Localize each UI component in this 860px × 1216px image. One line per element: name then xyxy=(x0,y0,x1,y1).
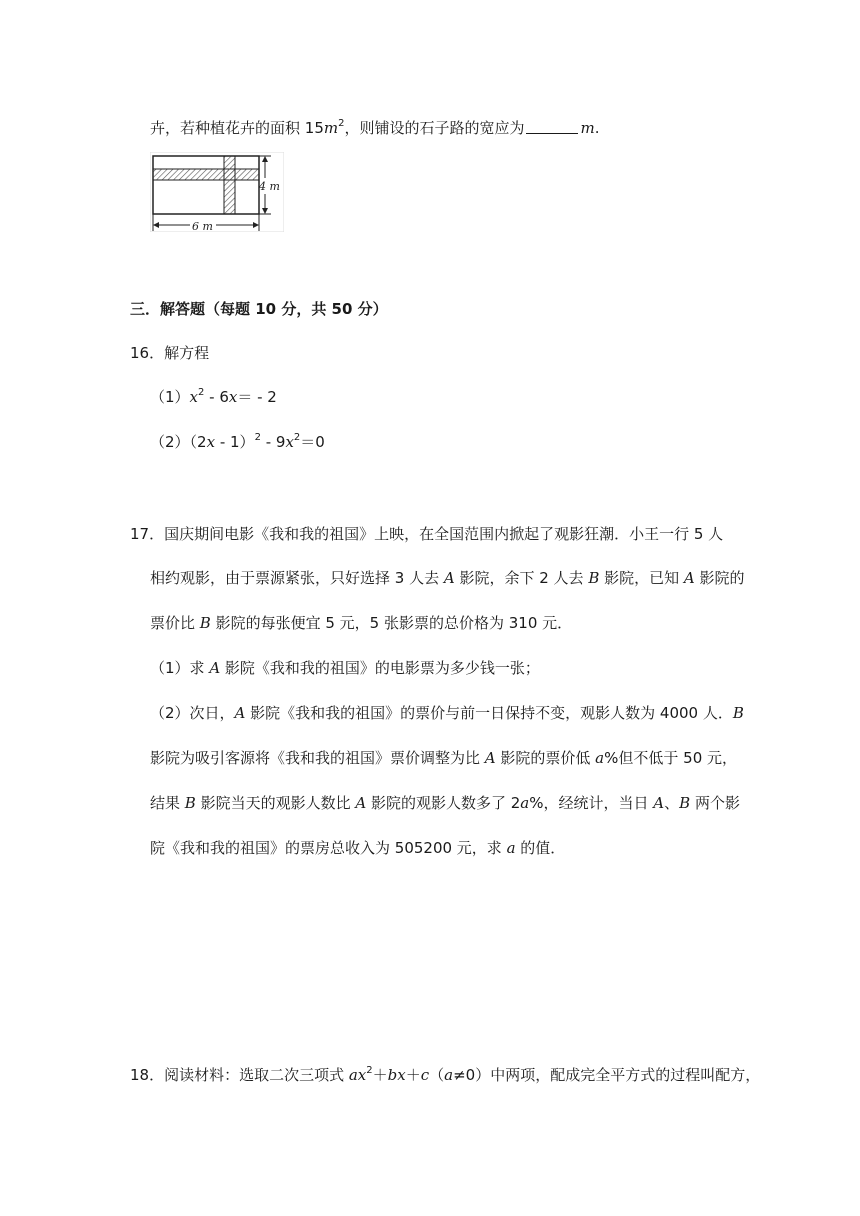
answer-blank[interactable] xyxy=(526,119,578,134)
q17-line-1: 17．国庆期间电影《我和我的祖国》上映，在全国范围内掀起了观影狂潮．小王一行 5 人 xyxy=(130,525,724,543)
q17-part1: （1）求 A 影院《我和我的祖国》的电影票为多少钱一张； xyxy=(150,659,540,677)
garden-path-figure xyxy=(150,152,284,232)
vertical-path xyxy=(224,156,235,214)
q17-part2-line-2: 影院为吸引客源将《我和我的祖国》票价调整为比 A 影院的票价低 a%但不低于 50 元， xyxy=(150,749,738,767)
q17-line-3: 票价比 B 影院的每张便宜 5 元，5 张影票的总价格为 310 元． xyxy=(150,614,573,632)
width-label: 6 m xyxy=(192,220,213,232)
garden-rectangle xyxy=(153,156,259,214)
q15-exp: 2 xyxy=(338,118,345,129)
q15-unit: m xyxy=(323,119,339,137)
q15-end-unit: m xyxy=(580,119,595,137)
q15-text-after: ，则铺设的石子路的宽应为 xyxy=(344,119,525,137)
q15-text-before: 卉，若种植花卉的面积 15 xyxy=(150,119,324,137)
q15-end: . xyxy=(594,119,600,137)
q17-part2-line-3: 结果 B 影院当天的观影人数比 A 影院的观影人数多了 2a%，经统计，当日 A、B 两个影 xyxy=(150,794,740,812)
q16-part1: $(1)x^2 - 6x= - 2$ xyxy=(150,387,277,406)
q18-line-1: 18．阅读材料：选取二次三项式 $ax^2+bx+c(a\ne 0)$中两项，配成完全平方式的过程叫配方， xyxy=(130,1065,761,1084)
q17-part2-line-4: 院《我和我的祖国》的票房总收入为 505200 元，求 a 的值． xyxy=(150,839,566,857)
q17-line-2: 相约观影，由于票源紧张，只好选择 3 人去 A 影院，余下 2 人去 B 影院，已知 A 影院的 xyxy=(150,569,745,587)
q16-title: 16．解方程 xyxy=(130,344,210,362)
q17-part2-line-1: （2）次日，A 影院《我和我的祖国》的票价与前一日保持不变，观影人数为 4000 人．B xyxy=(150,704,744,722)
section-title: 三．解答题（每题 10 分，共 50 分） xyxy=(130,300,388,318)
height-label: 4 m xyxy=(259,180,280,193)
q15-line xyxy=(150,118,600,138)
horizontal-path xyxy=(153,169,259,180)
q16-part2: $(2)(2x - 1)^2 - 9x^2=0$ xyxy=(150,432,325,451)
